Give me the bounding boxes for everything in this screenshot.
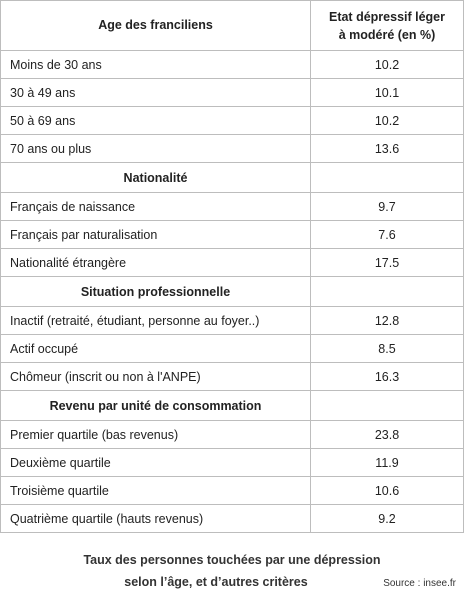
section-empty-cell bbox=[311, 277, 464, 307]
section-title-situation: Situation professionnelle bbox=[1, 277, 311, 307]
caption-line-2: selon l’âge, et d’autres critères bbox=[124, 575, 308, 589]
row-value: 17.5 bbox=[311, 249, 464, 277]
table-row bbox=[1, 193, 464, 221]
row-label: Quatrième quartile (hauts revenus) bbox=[1, 505, 311, 533]
table-row bbox=[1, 421, 464, 449]
table-row bbox=[1, 449, 464, 477]
table-row bbox=[1, 221, 464, 249]
table-row bbox=[1, 79, 464, 107]
table-header-row bbox=[1, 1, 464, 51]
header-depression-line1: Etat dépressif léger bbox=[328, 9, 445, 24]
row-label: Deuxième quartile bbox=[1, 449, 311, 477]
header-depression-label bbox=[311, 1, 464, 51]
row-label: Français par naturalisation bbox=[1, 221, 311, 249]
table-row bbox=[1, 335, 464, 363]
row-label: Moins de 30 ans bbox=[1, 51, 311, 79]
row-value: 9.7 bbox=[311, 193, 464, 221]
row-label: Nationalité étrangère bbox=[1, 249, 311, 277]
row-label: 30 à 49 ans bbox=[1, 79, 311, 107]
row-value: 13.6 bbox=[311, 135, 464, 163]
row-label: 50 à 69 ans bbox=[1, 107, 311, 135]
row-label: 70 ans ou plus bbox=[1, 135, 311, 163]
source-credit: Source : insee.fr bbox=[383, 578, 456, 589]
header-age-label: Age des franciliens bbox=[1, 1, 311, 51]
section-title-nationalite: Nationalité bbox=[1, 163, 311, 193]
row-label: Chômeur (inscrit ou non à l'ANPE) bbox=[1, 363, 311, 391]
row-value: 16.3 bbox=[311, 363, 464, 391]
row-label: Français de naissance bbox=[1, 193, 311, 221]
table-row bbox=[1, 107, 464, 135]
table-row bbox=[1, 307, 464, 335]
table-row bbox=[1, 363, 464, 391]
row-value: 10.1 bbox=[311, 79, 464, 107]
row-value: 8.5 bbox=[311, 335, 464, 363]
row-value: 23.8 bbox=[311, 421, 464, 449]
section-header-row bbox=[1, 277, 464, 307]
section-empty-cell bbox=[311, 391, 464, 421]
row-value: 10.2 bbox=[311, 51, 464, 79]
table-row bbox=[1, 135, 464, 163]
row-label: Premier quartile (bas revenus) bbox=[1, 421, 311, 449]
section-empty-cell bbox=[311, 163, 464, 193]
header-depression-line2: à modéré (en %) bbox=[338, 27, 436, 42]
row-value: 9.2 bbox=[311, 505, 464, 533]
table-row bbox=[1, 51, 464, 79]
caption-line-1: Taux des personnes touchées par une dépression bbox=[83, 553, 381, 567]
table-row bbox=[1, 477, 464, 505]
row-value: 12.8 bbox=[311, 307, 464, 335]
section-header-row bbox=[1, 391, 464, 421]
row-value: 10.2 bbox=[311, 107, 464, 135]
row-value: 7.6 bbox=[311, 221, 464, 249]
row-value: 10.6 bbox=[311, 477, 464, 505]
table-row bbox=[1, 249, 464, 277]
section-header-row bbox=[1, 163, 464, 193]
row-label: Troisième quartile bbox=[1, 477, 311, 505]
table-row bbox=[1, 505, 464, 533]
section-title-revenu: Revenu par unité de consommation bbox=[1, 391, 311, 421]
row-label: Inactif (retraité, étudiant, personne au foyer..) bbox=[1, 307, 311, 335]
row-value: 11.9 bbox=[311, 449, 464, 477]
row-label: Actif occupé bbox=[1, 335, 311, 363]
